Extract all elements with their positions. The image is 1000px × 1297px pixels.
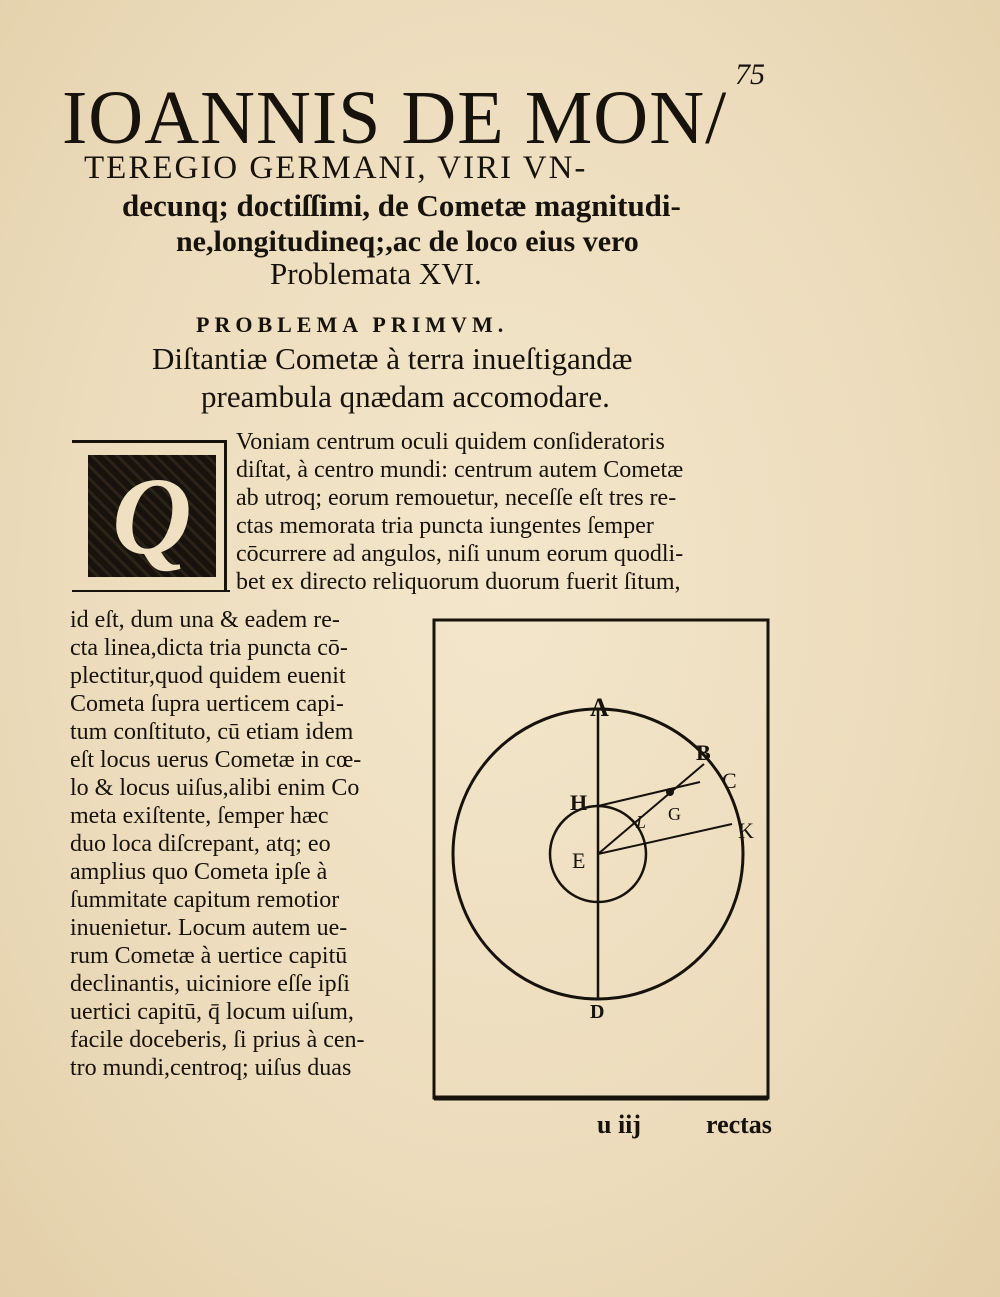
comet-point xyxy=(666,788,674,796)
body-line: meta exiſtente, ſemper hæc xyxy=(70,803,329,829)
page-number: 75 xyxy=(735,58,765,91)
body-line: inuenietur. Locum autem ue- xyxy=(70,915,348,941)
body-line: plectitur,quod quidem euenit xyxy=(70,663,346,689)
body-line: Cometa ſupra uerticem capi- xyxy=(70,691,344,717)
body-line: duo loca diſcrepant, atq; eo xyxy=(70,831,331,857)
body-line: cōcurrere ad angulos, niſi unum eorum quodli- xyxy=(236,541,684,567)
label-c: C xyxy=(722,768,737,793)
body-line: cta linea,dicta tria puncta cō- xyxy=(70,635,348,661)
body-line: ab utroq; eorum remouetur, neceſſe eſt tres re- xyxy=(236,485,677,511)
title-line-4: ne,longitudineq;,ac de loco eius vero xyxy=(176,225,639,258)
label-k: K xyxy=(738,818,754,843)
line-h-to-c xyxy=(598,782,700,806)
label-g: G xyxy=(668,804,681,824)
label-a: A xyxy=(590,693,609,722)
geometric-diagram xyxy=(430,616,775,1106)
body-line: declinantis, uiciniore eſſe ipſi xyxy=(70,971,350,997)
body-line: tum conſtituto, cū etiam idem xyxy=(70,719,354,745)
label-h: H xyxy=(570,790,588,815)
body-line: rum Cometæ à uertice capitū xyxy=(70,943,348,969)
body-line: diſtat, à centro mundi: centrum autem Cometæ xyxy=(236,457,684,483)
body-line: id eſt, dum una & eadem re- xyxy=(70,607,340,633)
decorated-initial: Q xyxy=(88,455,216,577)
signature-mark: u iij xyxy=(597,1110,642,1139)
body-line: tro mundi,centroq; uiſus duas xyxy=(70,1055,352,1081)
body-line: eſt locus uerus Cometæ in cœ- xyxy=(70,747,362,773)
body-line: ctas memorata tria puncta iungentes ſemper xyxy=(236,513,654,539)
body-line: bet ex directo reliquorum duorum fuerit ſitum, xyxy=(236,569,681,595)
title-line-1: IOANNIS DE MON/ xyxy=(62,76,728,160)
body-line: amplius quo Cometa ipſe à xyxy=(70,859,328,885)
label-d: D xyxy=(590,1001,605,1023)
body-line: lo & locus uiſus,alibi enim Co xyxy=(70,775,360,801)
initial-rule xyxy=(72,590,230,592)
problem-heading: PROBLEMA PRIMVM. xyxy=(196,312,509,337)
body-line: ſummitate capitum remotior xyxy=(70,887,340,913)
title-line-2: TEREGIO GERMANI, VIRI VN- xyxy=(84,150,588,186)
title-line-5: Problemata XVI. xyxy=(270,256,482,291)
body-line: facile doceberis, ſi prius à cen- xyxy=(70,1027,365,1053)
label-e: E xyxy=(572,848,586,873)
catchword: rectas xyxy=(706,1110,772,1139)
diagram-frame xyxy=(434,620,768,1098)
label-b: B xyxy=(696,740,711,765)
title-line-3: decunq; doctiſſimi, de Cometæ magnitudi- xyxy=(122,188,681,223)
body-line: Voniam centrum oculi quidem conſideratoris xyxy=(236,429,665,455)
line-e-to-k xyxy=(598,824,732,854)
body-line: uertici capitū, q̄ locum uiſum, xyxy=(70,999,354,1025)
problem-statement-line-2: preambula qnædam accomodare. xyxy=(201,379,610,414)
problem-statement-line-1: Diſtantiæ Cometæ à terra inueſtigandæ xyxy=(152,341,633,376)
label-l: L xyxy=(636,812,647,832)
